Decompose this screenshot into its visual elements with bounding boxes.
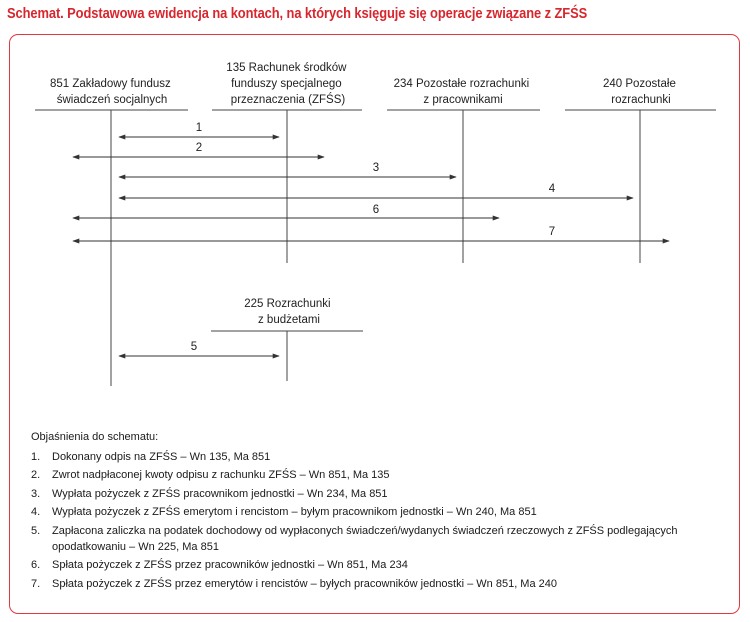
legend-item-text: Spłata pożyczek z ZFŚS przez pracowników jednostki – Wn 851, Ma 234 <box>52 559 408 572</box>
account-851-label: 851 Zakładowy fundusz świadczeń socjalnych <box>49 78 171 106</box>
account-234-label: 234 Pozostałe rozrachunki z pracownikami <box>393 78 530 106</box>
arrow-5-label: 5 <box>190 341 198 353</box>
arrow-4-label: 4 <box>548 183 556 195</box>
legend-item-text: Dokonany odpis na ZFŚS – Wn 135, Ma 851 <box>52 451 271 463</box>
legend-item <box>31 576 731 592</box>
legend <box>31 431 731 594</box>
account-225-label: 225 Rozrachunki z budżetami <box>244 298 331 326</box>
arrow-1-label: 1 <box>195 122 203 134</box>
legend-item-number: 2. <box>31 469 41 482</box>
legend-item-text: Zapłacona zaliczka na podatek dochodowy od wypłaconych świadczeń/wydanych świadczeń rzeczowych z ZFŚS podlegających opodatkowaniu – Wn 225, Ma 851 <box>52 524 678 554</box>
legend-item-text: Spłata pożyczek z ZFŚS przez emerytów i rencistów – byłych pracowników jednostki – Wn 851, Ma 240 <box>52 577 557 590</box>
legend-item <box>31 557 731 573</box>
account-135-label: 135 Rachunek środków funduszy specjalnego przeznaczenia (ZFŚS) <box>226 62 347 106</box>
legend-item <box>31 486 731 502</box>
legend-item-number: 1. <box>31 451 41 463</box>
legend-item-text: Zwrot nadpłaconej kwoty odpisu z rachunku ZFŚS – Wn 851, Ma 135 <box>52 469 390 482</box>
arrow-2-label: 2 <box>195 142 203 154</box>
legend-item-text: Wypłata pożyczek z ZFŚS emerytom i rencistom – byłym pracownikom jednostki – Wn 240, Ma 851 <box>52 506 537 519</box>
legend-item <box>31 504 731 520</box>
legend-item <box>31 467 731 483</box>
page-title: Schemat. Podstawowa ewidencja na kontach, na których księguje się operacje związane z ZFŚS <box>7 5 588 22</box>
legend-item-number: 6. <box>31 559 41 572</box>
legend-item <box>31 449 731 465</box>
legend-item <box>31 523 731 556</box>
legend-title: Objaśnienia do schematu: <box>31 431 159 443</box>
legend-item-number: 4. <box>31 506 41 519</box>
arrow-6-label: 6 <box>372 204 380 216</box>
legend-item-number: 3. <box>31 487 41 500</box>
account-240-label: 240 Pozostałe rozrachunki <box>602 78 676 106</box>
legend-item-number: 7. <box>31 577 41 590</box>
arrow-3-label: 3 <box>372 162 380 174</box>
legend-item-number: 5. <box>31 524 41 537</box>
legend-list <box>31 449 731 592</box>
arrow-7-label: 7 <box>548 226 556 238</box>
legend-item-text: Wypłata pożyczek z ZFŚS pracownikom jednostki – Wn 234, Ma 851 <box>52 487 388 500</box>
